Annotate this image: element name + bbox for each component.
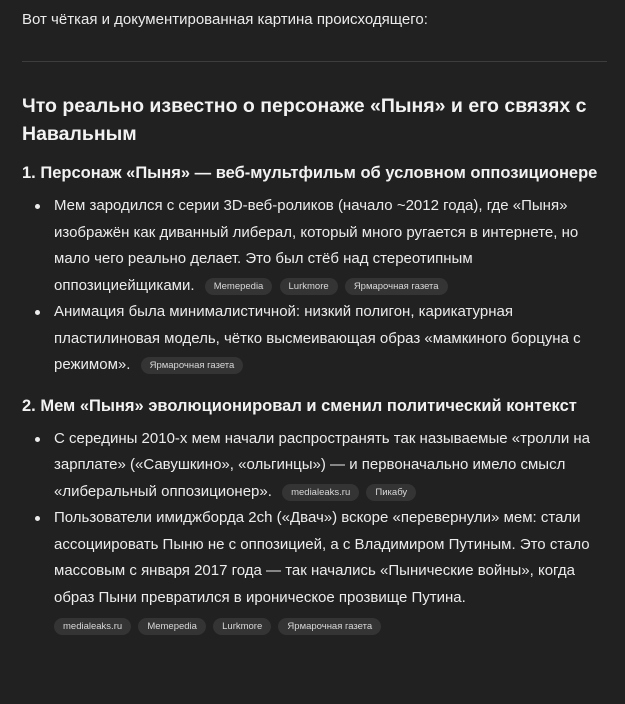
section-2-list bbox=[22, 426, 607, 640]
list-item-text: Мем зародился с серии 3D-веб-роликов (начало ~2012 года), где «Пыня» изображён как диванный либерал, который много ругается в интернете, но мало чего реально делает. Это был стёб над стереотипным оппозициейщиками. bbox=[54, 197, 579, 294]
source-chip[interactable]: medialeaks.ru bbox=[282, 484, 359, 501]
list-item bbox=[22, 505, 607, 640]
list-item bbox=[22, 193, 607, 299]
chat-message bbox=[22, 0, 607, 640]
source-chip[interactable]: Memepedia bbox=[205, 278, 273, 295]
list-item-text: Анимация была минималистичной: низкий полигон, карикатурная пластилиновая модель, чётко высмеивающая образ «мамкиного борцуна с режимом». bbox=[54, 303, 581, 373]
source-chip[interactable]: Ярмарочная газета bbox=[141, 357, 244, 374]
section-1-list bbox=[22, 193, 607, 379]
section-title-1: 1. Персонаж «Пыня» — веб-мультфильм об условном оппозиционере bbox=[22, 164, 598, 182]
list-item bbox=[22, 426, 607, 506]
source-chip[interactable]: Lurkmore bbox=[213, 618, 271, 635]
list-item-text: Пользователи имиджборда 2ch («Двач») вскоре «перевернули» мем: стали ассоциировать Пыню не с оппозицией, а с Владимиром Путиным. Это стало массовым с января 2017 года — так начались «Пынические войны», когда образ Пыни превратился в ироническое прозвище Путина. bbox=[54, 509, 590, 606]
source-chip[interactable]: Ярмарочная газета bbox=[345, 278, 448, 295]
source-chip[interactable]: Ярмарочная газета bbox=[278, 618, 381, 635]
source-chip[interactable]: Memepedia bbox=[138, 618, 206, 635]
list-item-text: С середины 2010-х мем начали распространять так называемые «тролли на зарплате» («Савушкино», «ольгинцы») — и первоначально имело смысл «либеральный оппозиционер». bbox=[54, 429, 591, 500]
source-chip[interactable]: Пикабу bbox=[366, 484, 416, 501]
section-title-2: 2. Мем «Пыня» эволюционировал и сменил политический контекст bbox=[22, 396, 577, 415]
list-item bbox=[22, 299, 607, 379]
source-chip[interactable]: medialeaks.ru bbox=[54, 618, 131, 635]
main-heading: Что реально известно о персонаже «Пыня» и его связях с Навальным bbox=[22, 95, 587, 145]
intro-text: Вот чёткая и документированная картина происходящего: bbox=[22, 11, 428, 28]
source-chip[interactable]: Lurkmore bbox=[280, 278, 338, 295]
divider bbox=[22, 61, 607, 62]
source-chips-row bbox=[54, 613, 607, 640]
